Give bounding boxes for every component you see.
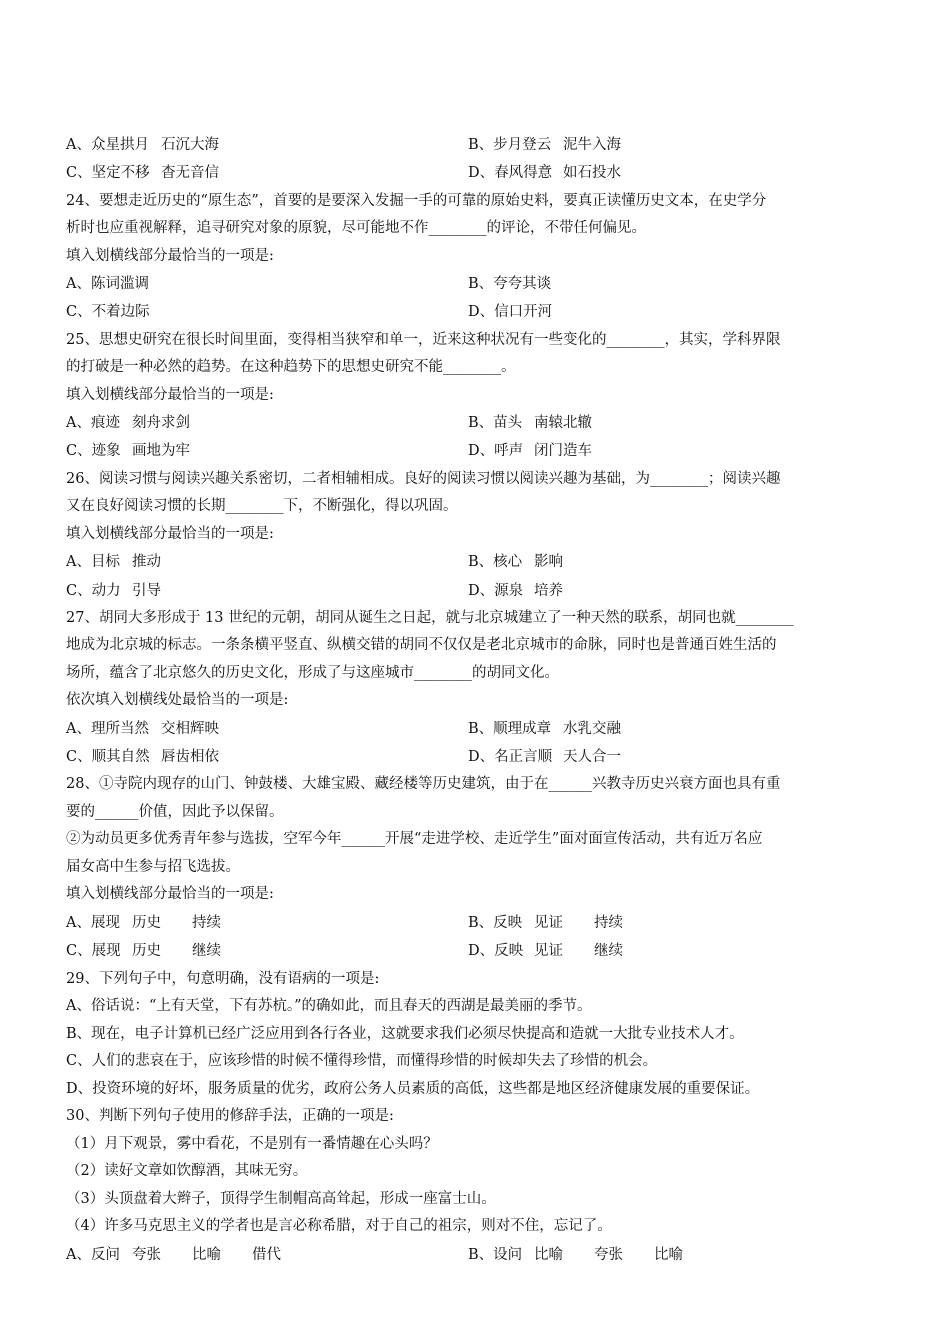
q24-options-row-ab [66, 270, 886, 298]
q27-prompt: 依次填入划横线处最恰当的一项是: [66, 692, 289, 709]
option-text: 闭门造车 [534, 443, 592, 460]
q29-option-c[interactable]: C、人们的悲哀在于，应该珍惜的时候不懂得珍惜，而懂得珍惜的时候却失去了珍惜的机会。 [66, 1053, 658, 1070]
option-label: B、顺理成章 [468, 720, 552, 737]
q30-option-a[interactable] [66, 1241, 281, 1269]
q23-option-a[interactable] [66, 131, 219, 159]
option-word: 夸张 [132, 1246, 161, 1263]
q26-stem-line2: 又在良好阅读习惯的长期________下，不断强化，得以巩固。 [66, 498, 458, 515]
option-word: 历史 [132, 914, 161, 931]
option-word: 历史 [132, 943, 161, 960]
q29-option-a[interactable]: A、俗话说：“上有天堂，下有苏杭。”的确如此，而且春天的西湖是最美丽的季节。 [66, 998, 592, 1015]
q26-options-row-ab [66, 548, 886, 576]
q26-options-row-cd [66, 577, 886, 605]
option-text: 水乳交融 [563, 720, 621, 737]
option-text: 培养 [534, 582, 563, 599]
q26-prompt: 填入划横线部分最恰当的一项是: [66, 525, 274, 542]
option-word: 继续 [594, 943, 623, 960]
q29-stem: 29、下列句子中，句意明确，没有语病的一项是: [66, 970, 380, 987]
option-text: 石沉大海 [161, 137, 219, 153]
option-text: 泥牛入海 [563, 137, 621, 153]
option-label: D、呼声 [468, 443, 524, 460]
option-label: A、痕迹 [66, 415, 120, 432]
option-label: A、展现 [66, 914, 120, 931]
option-label: D、名正言顺 [468, 749, 553, 766]
q27-stem-line2: 地成为北京城的标志。一条条横平竖直、纵横交错的胡同不仅仅是老北京城市的命脉，同时也是普通百姓生活的 [66, 637, 777, 654]
q24-option-a[interactable]: A、陈词滥调 [66, 276, 149, 293]
option-label: C、迹象 [66, 443, 121, 460]
option-text: 南辕北辙 [534, 415, 592, 432]
q26-option-c[interactable] [66, 577, 161, 605]
q29-option-b[interactable]: B、现在，电子计算机已经广泛应用到各行各业，这就要求我们必须尽快提高和造就一大批专业技术人才。 [66, 1025, 744, 1042]
q24-options-row-cd [66, 298, 886, 326]
q23-options-row-ab [66, 131, 886, 159]
q25-option-d[interactable] [468, 437, 592, 465]
option-word: 借代 [252, 1246, 281, 1263]
q28-option-d[interactable] [468, 937, 623, 965]
q27-option-c[interactable] [66, 743, 219, 771]
option-label: D、春风得意 [468, 165, 553, 182]
option-label: C、顺其自然 [66, 749, 150, 766]
q24-stem-line1: 24、要想走近历史的“原生态”，首要的是要深入发掘一手的可靠的原始史料，要真正读懂历史文本，在史学分 [66, 192, 767, 209]
q25-option-a[interactable] [66, 409, 190, 437]
q26-option-b[interactable] [468, 548, 563, 576]
option-label: C、展现 [66, 943, 121, 960]
option-label: C、动力 [66, 582, 121, 599]
option-label: B、设问 [468, 1246, 523, 1263]
option-label: D、反映 [468, 943, 524, 960]
q23-option-d[interactable] [468, 159, 621, 187]
q28-stem-line3: ②为动员更多优秀青年参与选拔，空军今年______开展“走进学校、走近学生”面对面宣传活动，共有近万名应 [66, 831, 763, 848]
q24-option-b[interactable]: B、夸夸其谈 [468, 276, 552, 293]
q24-option-c[interactable]: C、不着边际 [66, 304, 150, 321]
q30-sentence-1: （1）月下观景，雾中看花，不是别有一番情趣在心头吗？ [66, 1135, 438, 1152]
q25-options-row-cd [66, 437, 886, 465]
q24-option-d[interactable]: D、信口开河 [468, 304, 553, 321]
q25-stem-line1: 25、思想史研究在很长时间里面，变得相当狭窄和单一，近来这种状况有一些变化的________，其实，学科界限 [66, 331, 781, 348]
q25-stem-line2: 的打破是一种必然的趋势。在这种趋势下的思想史研究不能________。 [66, 359, 516, 376]
exam-page [66, 131, 886, 1269]
q28-options-row-ab [66, 909, 886, 937]
option-text: 引导 [132, 582, 161, 599]
q24-prompt: 填入划横线部分最恰当的一项是: [66, 247, 274, 264]
option-word: 夸张 [594, 1246, 623, 1263]
q23-option-c[interactable] [66, 159, 219, 187]
q27-option-d[interactable] [468, 743, 621, 771]
q30-options-row-ab [66, 1241, 886, 1269]
option-text: 刻舟求剑 [132, 415, 190, 432]
option-text: 天人合一 [563, 749, 621, 766]
q23-option-b[interactable] [468, 131, 621, 159]
option-text: 影响 [534, 554, 563, 571]
q28-option-b[interactable] [468, 909, 623, 937]
q30-sentence-4: （4）许多马克思主义的学者也是言必称希腊，对于自己的祖宗，则对不住，忘记了。 [66, 1218, 612, 1235]
option-label: D、源泉 [468, 582, 524, 599]
q28-options-row-cd [66, 937, 886, 965]
option-label: A、目标 [66, 554, 120, 571]
q25-prompt: 填入划横线部分最恰当的一项是: [66, 386, 274, 403]
option-text: 画地为牢 [132, 443, 190, 460]
q27-stem-line3: 场所，蕴含了北京悠久的历史文化，形成了与这座城市________的胡同文化。 [66, 664, 559, 681]
q28-stem-line4: 届女高中生参与招飞选拔。 [66, 858, 240, 875]
option-label: B、步月登云 [468, 137, 552, 153]
option-text: 交相辉映 [161, 720, 219, 737]
option-word: 比喻 [192, 1246, 221, 1263]
q28-stem-line1: 28、①寺院内现存的山门、钟鼓楼、大雄宝殿、藏经楼等历史建筑，由于在______兴教寺历史兴衰方面也具有重 [66, 776, 781, 793]
option-text: 唇齿相依 [161, 749, 219, 766]
option-label: A、反问 [66, 1246, 120, 1263]
q27-option-b[interactable] [468, 715, 621, 743]
q23-options-row-cd [66, 159, 886, 187]
option-label: B、核心 [468, 554, 523, 571]
option-word: 比喻 [534, 1246, 563, 1263]
q27-options-row-cd [66, 743, 886, 771]
q27-options-row-ab [66, 715, 886, 743]
option-word: 持续 [594, 914, 623, 931]
q25-options-row-ab [66, 409, 886, 437]
q26-option-a[interactable] [66, 548, 161, 576]
option-label: B、苗头 [468, 415, 523, 432]
q24-stem-line2: 析时也应重视解释，追寻研究对象的原貌，尽可能地不作________的评论，不带任何偏见。 [66, 220, 646, 237]
q28-prompt: 填入划横线部分最恰当的一项是: [66, 886, 274, 903]
option-text: 推动 [132, 554, 161, 571]
option-label: C、坚定不移 [66, 165, 150, 182]
q28-option-a[interactable] [66, 909, 221, 937]
q26-stem-line1: 26、阅读习惯与阅读兴趣关系密切，二者相辅相成。良好的阅读习惯以阅读兴趣为基础，为________；阅读兴趣 [66, 470, 781, 487]
option-text: 杳无音信 [161, 165, 219, 182]
q30-sentence-2: （2）读好文章如饮醇酒，其味无穷。 [66, 1163, 308, 1180]
option-word: 比喻 [654, 1246, 683, 1263]
q26-option-d[interactable] [468, 577, 563, 605]
option-word: 见证 [534, 943, 563, 960]
q29-option-d[interactable]: D、投资环境的好坏，服务质量的优劣，政府公务人员素质的高低，这些都是地区经济健康发展的重要保证。 [66, 1080, 760, 1097]
option-text: 如石投水 [563, 165, 621, 182]
option-label: B、反映 [468, 914, 523, 931]
q30-stem: 30、判断下列句子使用的修辞手法，正确的一项是: [66, 1108, 394, 1125]
option-label: A、理所当然 [66, 720, 149, 737]
q28-option-c[interactable] [66, 937, 221, 965]
option-word: 继续 [192, 943, 221, 960]
q28-stem-line2: 要的______价值，因此予以保留。 [66, 803, 284, 820]
q25-option-c[interactable] [66, 437, 190, 465]
q27-stem-line1: 27、胡同大多形成于 13 世纪的元朝，胡同从诞生之日起，就与北京城建立了一种天然的联系，胡同也就________ [66, 609, 794, 626]
q30-option-b[interactable] [468, 1241, 683, 1269]
option-word: 持续 [192, 914, 221, 931]
q30-sentence-3: （3）头顶盘着大辫子，顶得学生制帽高高耸起，形成一座富士山。 [66, 1190, 496, 1207]
option-word: 见证 [534, 914, 563, 931]
q25-option-b[interactable] [468, 409, 592, 437]
option-label: A、众星拱月 [66, 137, 149, 153]
q27-option-a[interactable] [66, 715, 219, 743]
